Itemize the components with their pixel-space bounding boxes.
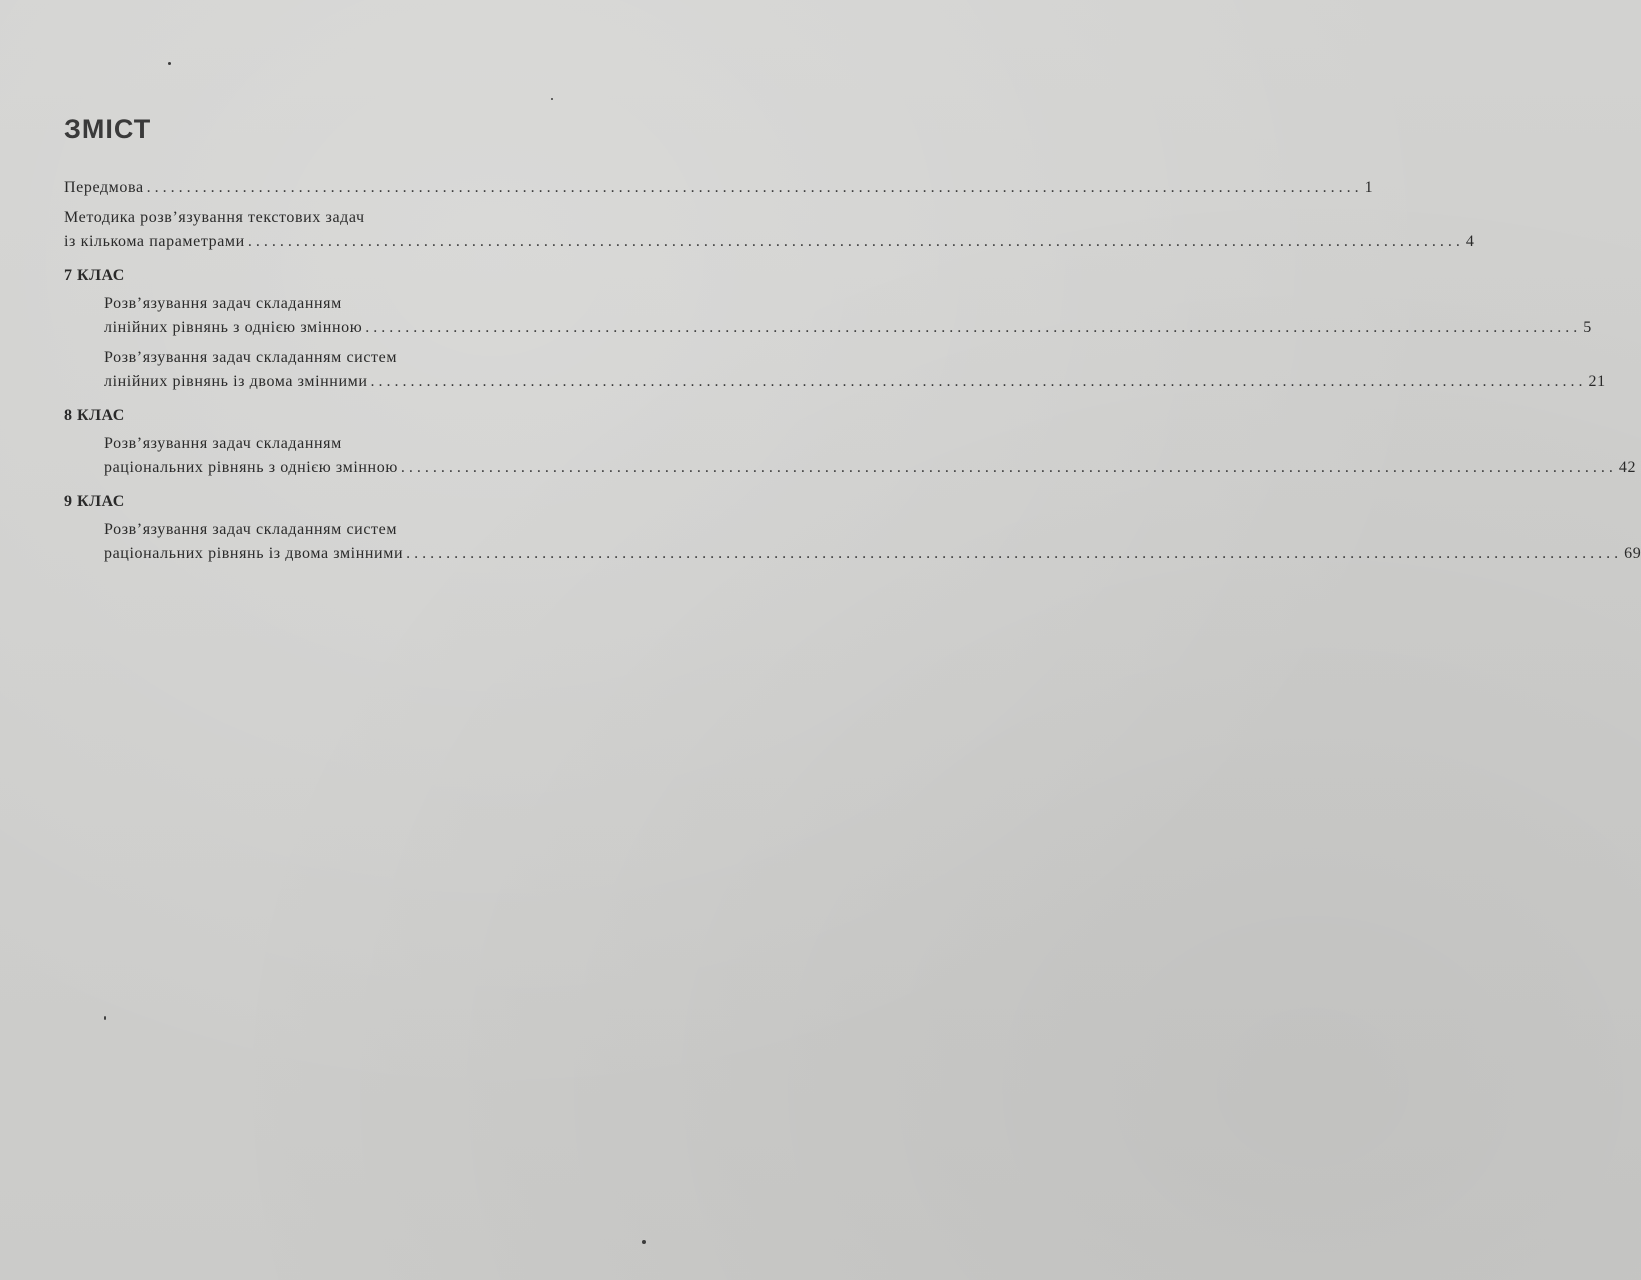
toc-entry-title-line: Методика розв’язування текстових задач bbox=[64, 209, 365, 226]
toc-entry bbox=[104, 518, 1641, 566]
toc-entry bbox=[104, 432, 1637, 480]
dot-leader: ........................................................................................................................................................ bbox=[406, 545, 1623, 562]
toc-page-number: 21 bbox=[1588, 373, 1606, 390]
dot-leader: ........................................................................................................................................................ bbox=[146, 179, 1363, 196]
dot-leader: ........................................................................................................................................................ bbox=[370, 373, 1587, 390]
toc-entry-title: лінійних рівнянь із двома змінними bbox=[104, 373, 368, 390]
paper-speck bbox=[104, 1016, 106, 1020]
paper-speck bbox=[551, 98, 553, 100]
toc-entry-title: раціональних рівнянь з однією змінною bbox=[104, 459, 398, 476]
page-title: ЗМІСТ bbox=[64, 114, 152, 144]
toc-entry-title: раціональних рівнянь із двома змінними bbox=[104, 545, 404, 562]
paper-speck bbox=[642, 1240, 646, 1244]
toc-page-number: 4 bbox=[1465, 233, 1475, 250]
dot-leader: ........................................................................................................................................................ bbox=[400, 459, 1617, 476]
dot-leader: ........................................................................................................................................................ bbox=[365, 319, 1582, 336]
toc-entry-title: із кількома параметрами bbox=[64, 233, 245, 250]
section-heading-grade-8: 8 КЛАС bbox=[64, 407, 125, 424]
toc-page-number: 1 bbox=[1364, 179, 1374, 196]
toc-entry bbox=[64, 176, 1374, 200]
toc-entry-title-line: Розв’язування задач складанням систем bbox=[104, 349, 398, 366]
paper-speck bbox=[168, 62, 171, 65]
toc-entry bbox=[64, 206, 1475, 254]
toc-entry bbox=[104, 346, 1606, 394]
section-heading-grade-9: 9 КЛАС bbox=[64, 493, 125, 510]
toc-entry-title: лінійних рівнянь з однією змінною bbox=[104, 319, 363, 336]
toc-entry-title-line: Розв’язування задач складанням bbox=[104, 295, 342, 312]
section-heading-grade-7: 7 КЛАС bbox=[64, 267, 125, 284]
toc-entry-title: Передмова bbox=[64, 179, 144, 196]
toc-entry bbox=[104, 292, 1592, 340]
toc-page-number: 42 bbox=[1618, 459, 1637, 476]
dot-leader: ........................................................................................................................................................ bbox=[247, 233, 1464, 250]
toc-entry-title-line: Розв’язування задач складанням bbox=[104, 435, 342, 452]
toc-entry-title-line: Розв’язування задач складанням систем bbox=[104, 521, 398, 538]
table-of-contents bbox=[64, 176, 1641, 572]
toc-page-number: 5 bbox=[1583, 319, 1592, 336]
toc-page-number: 69 bbox=[1624, 545, 1641, 562]
